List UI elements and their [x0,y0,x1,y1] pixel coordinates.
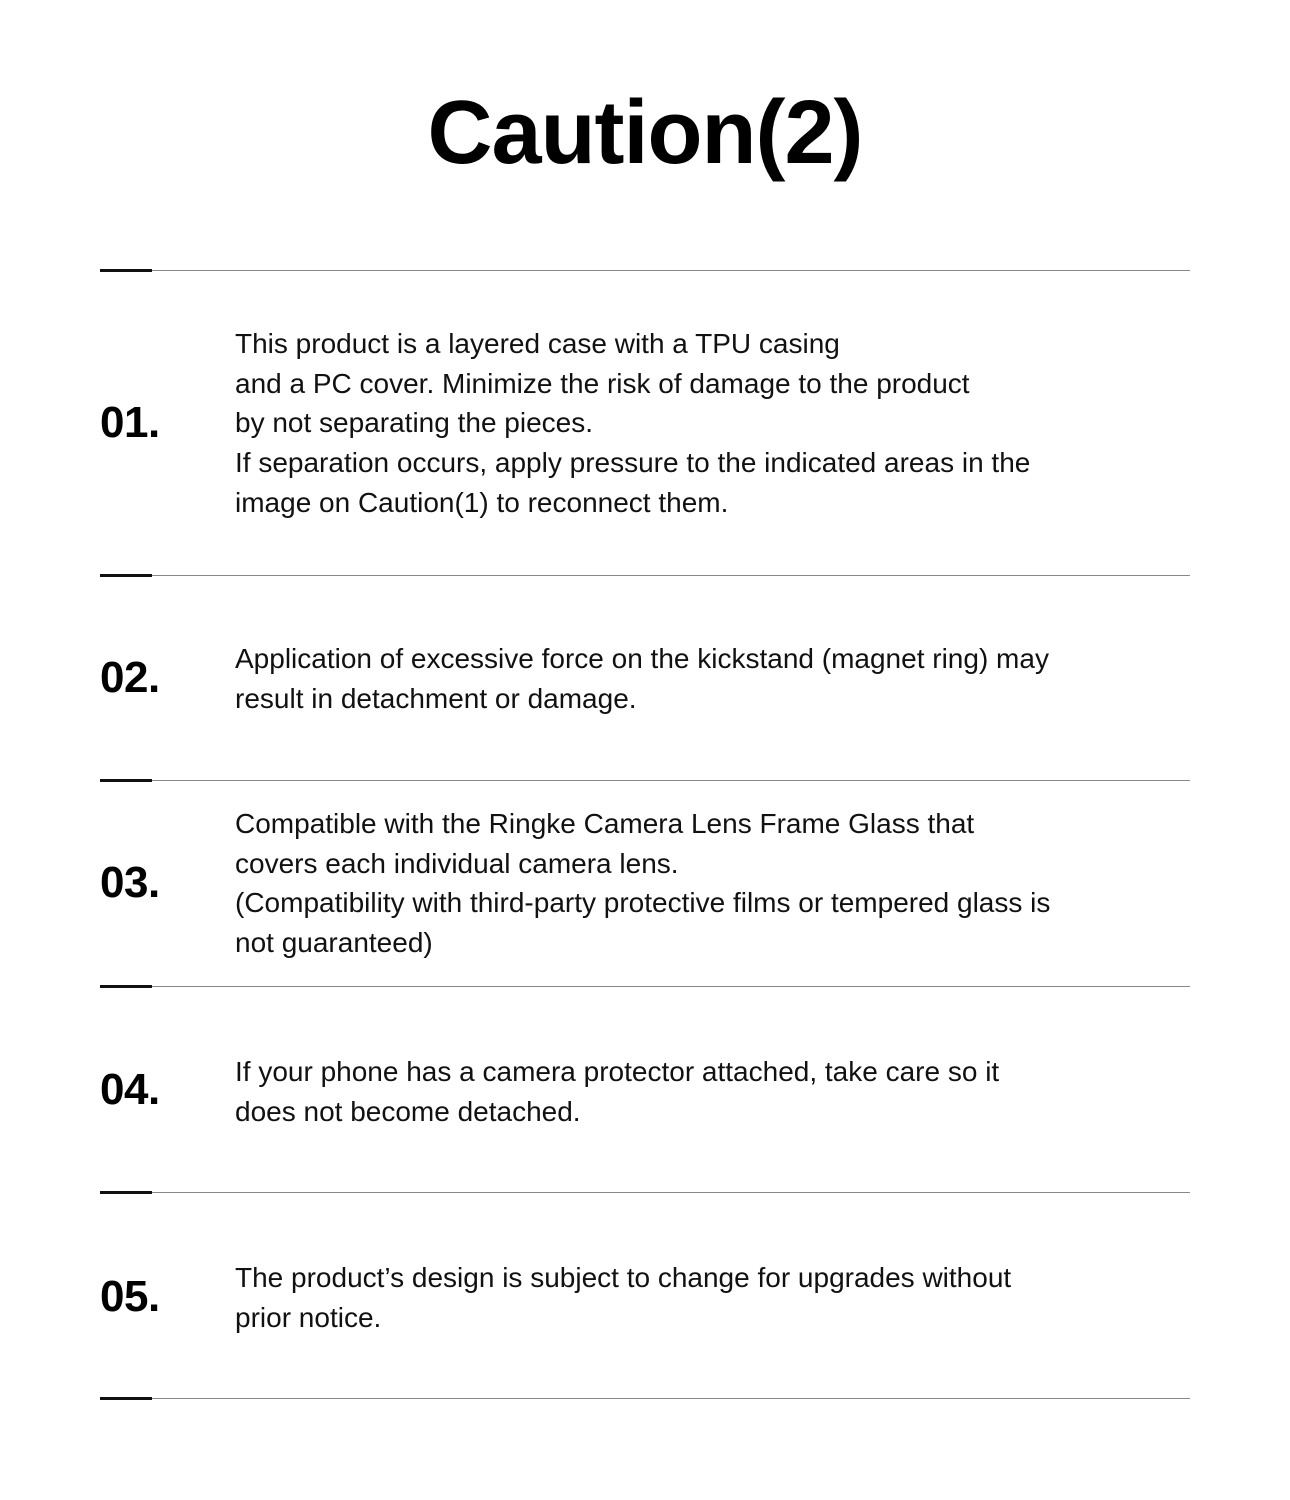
page-title: Caution(2) [427,83,863,183]
item-number: 04. [100,1065,160,1114]
item-text [235,1052,1195,1131]
item-line: by not separating the pieces. [235,407,594,439]
item-line: covers each individual camera lens. [235,847,679,879]
item-line: result in detachment or damage. [235,682,637,714]
item-text [235,804,1195,963]
item-text [235,639,1195,718]
divider [100,1398,1190,1399]
divider [100,986,1190,987]
item-line: Application of excessive force on the kickstand (magnet ring) may [235,643,1049,674]
item-line: If your phone has a camera protector attached, take care so it [235,1056,1000,1087]
item-text [235,324,1195,523]
item-line: Compatible with the Ringke Camera Lens Frame Glass that [235,808,975,839]
item-line: The product’s design is subject to change for upgrades without [235,1262,1012,1293]
divider [100,1192,1190,1193]
divider-tick [100,269,152,272]
item-line: If separation occurs, apply pressure to the indicated areas in the [235,447,1031,479]
item-line: does not become detached. [235,1095,581,1127]
item-text [235,1258,1195,1337]
item-number: 01. [100,398,160,447]
item-line: not guaranteed) [235,927,433,959]
divider-tick [100,779,152,782]
divider [100,575,1190,576]
divider-tick [100,1397,152,1400]
item-line: and a PC cover. Minimize the risk of damage to the product [235,367,970,399]
item-line: This product is a layered case with a TPU casing [235,328,840,359]
item-number: 02. [100,653,160,702]
divider-tick [100,985,152,988]
item-number: 03. [100,858,160,907]
item-line: prior notice. [235,1301,382,1333]
divider-tick [100,574,152,577]
divider-tick [100,1191,152,1194]
item-line: image on Caution(1) to reconnect them. [235,486,729,518]
divider [100,780,1190,781]
divider [100,270,1190,271]
item-number: 05. [100,1272,160,1321]
item-line: (Compatibility with third-party protective films or tempered glass is [235,887,1051,919]
